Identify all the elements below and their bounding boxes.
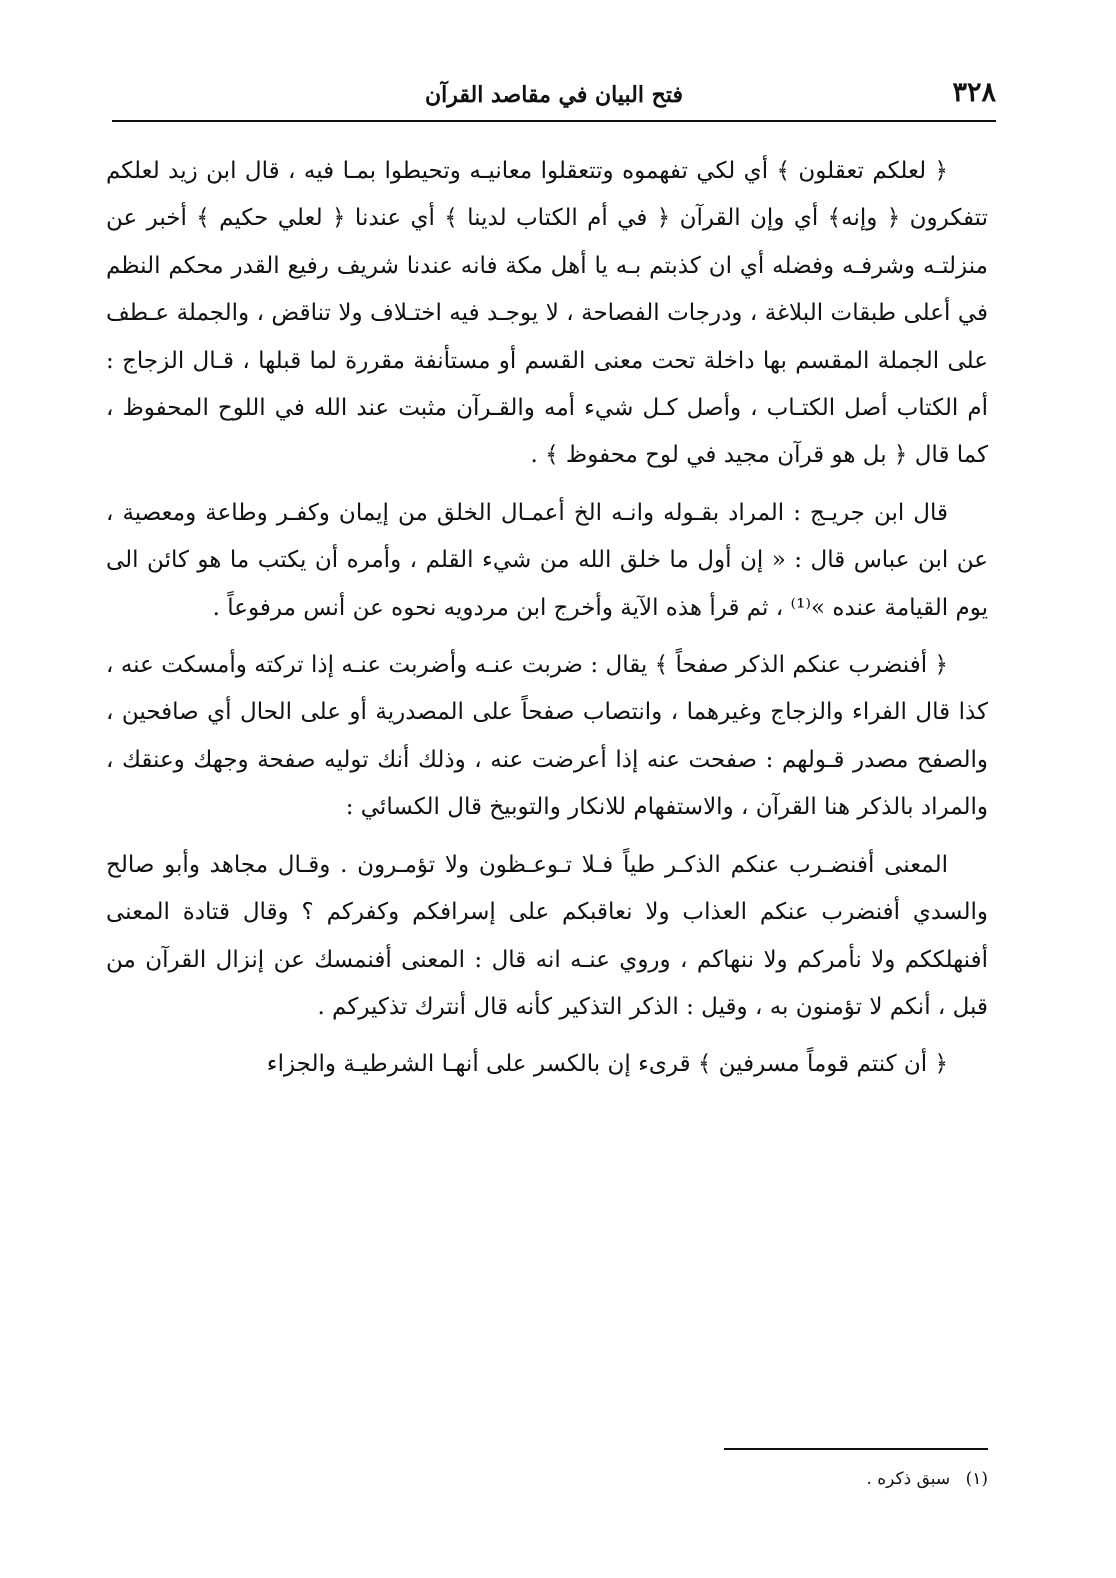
page-number: ٣٢٨ xyxy=(952,77,996,108)
running-title: فتح البيان في مقاصد القرآن xyxy=(425,82,683,108)
paragraph-4: المعنى أفنضـرب عنكم الذكـر طياً فـلا تـوعـظون ولا تؤمـرون . وقـال مجاهد وأبو صالح والسدي أفنضرب عنكم العذاب ولا نعاقبكم على إسرافكم وكفركم ؟ وقال قتادة المعنى أفنهلككم ولا نأمركم ولا ننهاكم ، وروي عنـه انه قال : المعنى أفنمسك عن إنزال القرآن من قبل ، أنكم لا تؤمنون به ، وقيل : الذكر التذكير كأنه قال أنترك تذكيركم . xyxy=(106,851,988,1020)
body-text xyxy=(106,148,988,1089)
paragraph-3: ﴿ أفنضرب عنكم الذكر صفحاً ﴾ يقال : ضربت عنـه وأضربت عنـه إذا تركته وأمسكت عنه ، كذا قال الفراء والزجاج وغيرهما ، وانتصاب صفحاً على المصدرية أو على الحال أي صافحين ، والصفح مصدر قـولهم : صفحت عنه إذا أعرضت عنه ، وذلك أنك توليه صفحة وجهك وعنقك ، والمراد بالذكر هنا القرآن ، والاستفهام للانكار والتوبيخ قال الكسائي : xyxy=(106,652,988,821)
footnote-text: سبق ذكره . xyxy=(866,1469,951,1489)
paragraph-1: ﴿ لعلكم تعقلون ﴾ أي لكي تفهموه وتتعقلوا معانيـه وتحيطوا بمـا فيه ، قال ابن زيد لعلكم تتفكرون ﴿ وإنه﴾ أي وإن القرآن ﴿ في أم الكتاب لدينا ﴾ أي عندنا ﴿ لعلي حكيم ﴾ أخبر عن منزلتـه وشرفـه وفضله أي ان كذبتم بـه يا أهل مكة فانه عندنا شريف رفيع القدر محكم النظم في أعلى طبقات البلاغة ، ودرجات الفصاحة ، لا يوجـد فيه اختـلاف ولا تناقض ، والجملة عـطف على الجملة المقسم بها داخلة تحت معنى القسم أو مستأنفة مقررة لما قبلها ، قـال الزجاج : أم الكتاب أصل الكتـاب ، وأصل كـل شيء أمه والقـرآن مثبت عند الله في اللوح المحفوظ ، كما قال ﴿ بل هو قرآن مجيد في لوح محفوظ ﴾ . xyxy=(106,158,988,469)
page-header xyxy=(112,68,996,124)
paragraph-5: ﴿ أن كنتم قوماً مسرفين ﴾ قرىء إن بالكسر على أنهـا الشرطيـة والجزاء xyxy=(266,1051,948,1078)
header-rule xyxy=(112,120,996,122)
footnote-1 xyxy=(600,1466,988,1492)
footnote-rule xyxy=(724,1448,988,1450)
footnote-number: (١) xyxy=(965,1469,988,1489)
paragraph-2: قال ابن جريـج : المراد بقـوله وانـه الخ أعمـال الخلق من إيمان وكفـر وطاعة ومعصية ، عن ابن عباس قال : « إن أول ما خلق الله من شيء القلم ، وأمره أن يكتب ما هو كائن الى يوم القيامة عنده »⁽¹⁾ ، ثم قرأ هذه الآية وأخرج ابن مردويه نحوه عن أنس مرفوعاً . xyxy=(106,499,988,621)
footnotes xyxy=(600,1466,988,1492)
